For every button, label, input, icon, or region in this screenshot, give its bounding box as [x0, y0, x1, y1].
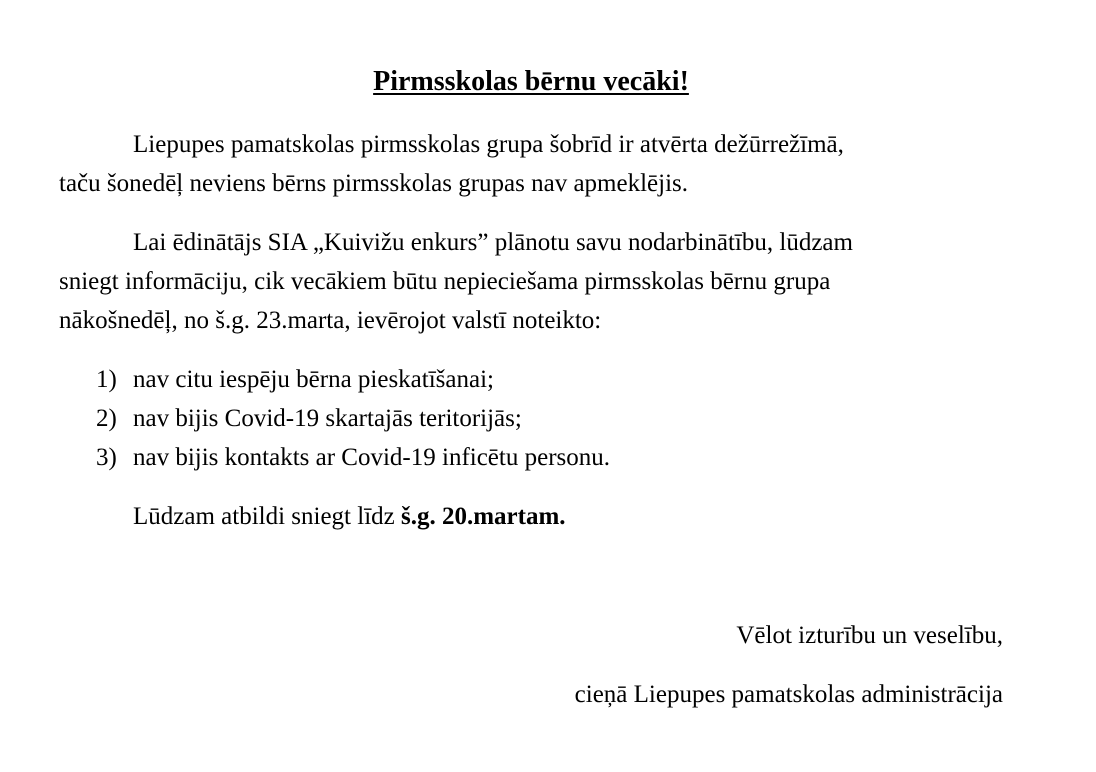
paragraph-line: sniegt informāciju, cik vecākiem būtu nepieciešama pirmsskolas bērnu grupa: [59, 268, 831, 295]
list-item: [96, 438, 996, 477]
deadline-text: Lūdzam atbildi sniegt līdz: [133, 503, 401, 530]
deadline-date: š.g. 20.martam.: [401, 503, 566, 530]
closing-signature: cieņā Liepupes pamatskolas administrācija: [574, 681, 1003, 708]
list-item-number: 3): [96, 444, 117, 471]
paragraph-line: nākošnedēļ, no š.g. 23.marta, ievērojot valstī noteikto:: [59, 307, 602, 334]
list-item: [96, 360, 996, 399]
list-item-text: nav citu iespēju bērna pieskatīšanai;: [133, 366, 494, 393]
list-item-text: nav bijis Covid-19 skartajās teritorijās;: [133, 405, 522, 432]
document-title: Pirmsskolas bērnu vecāki!: [373, 66, 689, 97]
conditions-list: [96, 360, 996, 477]
paragraph-line: Liepupes pamatskolas pirmsskolas grupa šobrīd ir atvērta dežūrrežīmā,: [133, 131, 844, 158]
paragraph-line: taču šonedēļ neviens bērns pirmsskolas grupas nav apmeklējis.: [59, 170, 689, 197]
paragraph-deadline: [133, 497, 566, 536]
list-item-number: 2): [96, 405, 117, 432]
list-item: [96, 399, 996, 438]
paragraph-request: [59, 223, 1039, 340]
closing-greeting: Vēlot izturību un veselību,: [736, 622, 1003, 649]
list-item-text: nav bijis kontakts ar Covid-19 inficētu personu.: [133, 444, 611, 471]
paragraph-status: [59, 125, 1039, 203]
paragraph-line: Lai ēdinātājs SIA „Kuivižu enkurs” plānotu savu nodarbinātību, lūdzam: [133, 229, 853, 256]
list-item-number: 1): [96, 366, 117, 393]
